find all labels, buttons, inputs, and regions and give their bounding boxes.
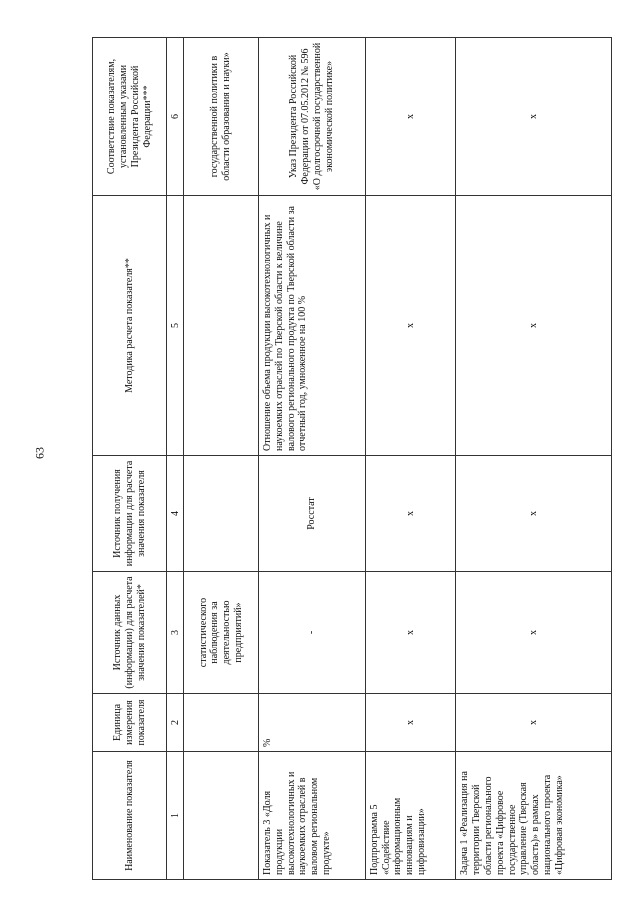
header-receive: Источник получения информации для расчета значения показателя (93, 456, 167, 572)
cell-unit: х (365, 694, 456, 752)
header-name: Наименование показателя (93, 752, 167, 880)
cell-method: х (365, 196, 456, 456)
cell-match: х (456, 38, 612, 196)
table-row (365, 38, 456, 880)
col-number: 5 (167, 196, 184, 456)
header-unit: Единица измерения показателя (93, 694, 167, 752)
cell-unit: % (258, 694, 365, 752)
cell-receive (184, 456, 258, 572)
col-number: 4 (167, 456, 184, 572)
cell-source: статистического наблюдения за деятельностью предприятий» (184, 572, 258, 694)
cell-receive: х (456, 456, 612, 572)
header-row (93, 38, 167, 880)
cell-unit: х (456, 694, 612, 752)
column-number-row (167, 38, 184, 880)
cell-match: государственной политики в области образования и науки» (184, 38, 258, 196)
cell-source: х (365, 572, 456, 694)
cell-method: Отношение объема продукции высокотехнологичных и наукоемких отраслей по Тверской области к величине валового регионального продукта по Тверской области за отчетный год, умноженное на 100 % (258, 196, 365, 456)
cell-method: х (456, 196, 612, 456)
cell-method (184, 196, 258, 456)
header-method: Методика расчета показателя** (93, 196, 167, 456)
cell-source: х (456, 572, 612, 694)
table-row (258, 38, 365, 880)
cell-name: Подпрограмма 5 «Содействие информационным инновациям и цифровизации» (365, 752, 456, 880)
cell-receive: Росстат (258, 456, 365, 572)
col-number: 1 (167, 752, 184, 880)
indicators-table (92, 37, 612, 880)
header-source: Источник данных (информации) для расчета значения показателей* (93, 572, 167, 694)
rotated-table-container (92, 38, 612, 880)
cell-name: Задача 1 «Реализация на территории Тверской области регионального проекта «Цифровое государственное управление (Тверская область)» в рамках национального проекта «Цифровая экономика» (456, 752, 612, 880)
cell-name (184, 752, 258, 880)
col-number: 3 (167, 572, 184, 694)
cell-name: Показатель 3 «Доля продукции высокотехнологичных и наукоемких отраслей в валовом региональном продукте» (258, 752, 365, 880)
cell-match: х (365, 38, 456, 196)
page-number: 63 (32, 447, 47, 459)
col-number: 6 (167, 38, 184, 196)
cell-match: Указ Президента Российской Федерации от 07.05.2012 № 596 «О долгосрочной государственной экономической политике» (258, 38, 365, 196)
header-match: Соответствие показателям, установленным указами Президента Российской Федерации*** (93, 38, 167, 196)
cell-receive: х (365, 456, 456, 572)
cell-unit (184, 694, 258, 752)
table-row (456, 38, 612, 880)
col-number: 2 (167, 694, 184, 752)
cell-source: - (258, 572, 365, 694)
table-row (184, 38, 258, 880)
